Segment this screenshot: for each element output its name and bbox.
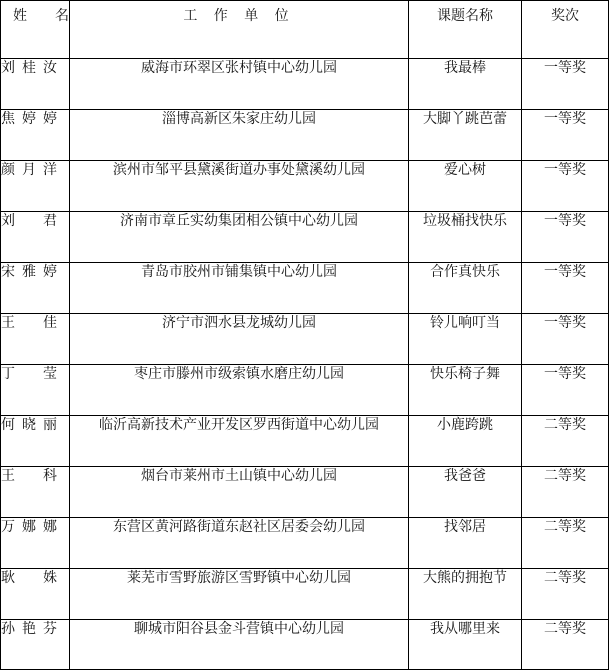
unit-cell: 莱芜市雪野旅游区雪野镇中心幼儿园	[70, 569, 409, 620]
table-row	[1, 110, 609, 161]
award-cell: 一等奖	[522, 110, 609, 161]
unit-cell: 聊城市阳谷县金斗营镇中心幼儿园	[70, 620, 409, 670]
table-row	[1, 263, 609, 314]
name-cell: 刘桂汝	[1, 59, 70, 110]
header-unit: 工 作 单 位	[70, 1, 409, 59]
name-cell: 王 科	[1, 467, 70, 518]
table-row	[1, 416, 609, 467]
unit-cell: 济宁市泗水县龙城幼儿园	[70, 314, 409, 365]
topic-cell: 快乐椅子舞	[409, 365, 522, 416]
table-row	[1, 365, 609, 416]
topic-cell: 大脚丫跳芭蕾	[409, 110, 522, 161]
table-row	[1, 569, 609, 620]
unit-cell: 青岛市胶州市铺集镇中心幼儿园	[70, 263, 409, 314]
table-row	[1, 212, 609, 263]
name-cell: 丁 莹	[1, 365, 70, 416]
unit-cell: 威海市环翠区张村镇中心幼儿园	[70, 59, 409, 110]
unit-cell: 滨州市邹平县黛溪街道办事处黛溪幼儿园	[70, 161, 409, 212]
table-row	[1, 467, 609, 518]
topic-cell: 铃儿响叮当	[409, 314, 522, 365]
award-cell: 一等奖	[522, 161, 609, 212]
topic-cell: 爱心树	[409, 161, 522, 212]
name-cell: 何晓丽	[1, 416, 70, 467]
award-cell: 二等奖	[522, 518, 609, 569]
unit-cell: 临沂高新技术产业开发区罗西街道中心幼儿园	[70, 416, 409, 467]
name-cell: 孙艳芬	[1, 620, 70, 670]
name-cell: 万娜娜	[1, 518, 70, 569]
award-cell: 一等奖	[522, 212, 609, 263]
name-cell: 刘 君	[1, 212, 70, 263]
topic-cell: 我最棒	[409, 59, 522, 110]
table-row	[1, 59, 609, 110]
award-cell: 二等奖	[522, 620, 609, 670]
name-cell: 王 佳	[1, 314, 70, 365]
award-cell: 二等奖	[522, 416, 609, 467]
award-cell: 一等奖	[522, 263, 609, 314]
unit-cell: 东营区黄河路街道东赵社区居委会幼儿园	[70, 518, 409, 569]
header-topic: 课题名称	[409, 1, 522, 59]
name-cell: 颜月洋	[1, 161, 70, 212]
header-name: 姓 名	[1, 1, 70, 59]
name-cell: 耿 姝	[1, 569, 70, 620]
award-cell: 一等奖	[522, 365, 609, 416]
name-cell: 宋雅婷	[1, 263, 70, 314]
award-cell: 二等奖	[522, 569, 609, 620]
topic-cell: 我从哪里来	[409, 620, 522, 670]
table-row	[1, 161, 609, 212]
award-cell: 二等奖	[522, 467, 609, 518]
topic-cell: 垃圾桶找快乐	[409, 212, 522, 263]
topic-cell: 找邻居	[409, 518, 522, 569]
header-award: 奖次	[522, 1, 609, 59]
unit-cell: 济南市章丘实幼集团相公镇中心幼儿园	[70, 212, 409, 263]
table-row	[1, 620, 609, 670]
unit-cell: 烟台市莱州市土山镇中心幼儿园	[70, 467, 409, 518]
topic-cell: 合作真快乐	[409, 263, 522, 314]
table-row	[1, 518, 609, 569]
award-cell: 一等奖	[522, 314, 609, 365]
unit-cell: 淄博高新区朱家庄幼儿园	[70, 110, 409, 161]
unit-cell: 枣庄市滕州市级索镇水磨庄幼儿园	[70, 365, 409, 416]
topic-cell: 大熊的拥抱节	[409, 569, 522, 620]
award-cell: 一等奖	[522, 59, 609, 110]
name-cell: 焦婷婷	[1, 110, 70, 161]
table-row	[1, 314, 609, 365]
topic-cell: 小鹿跨跳	[409, 416, 522, 467]
table-header-row	[1, 1, 609, 59]
topic-cell: 我爸爸	[409, 467, 522, 518]
